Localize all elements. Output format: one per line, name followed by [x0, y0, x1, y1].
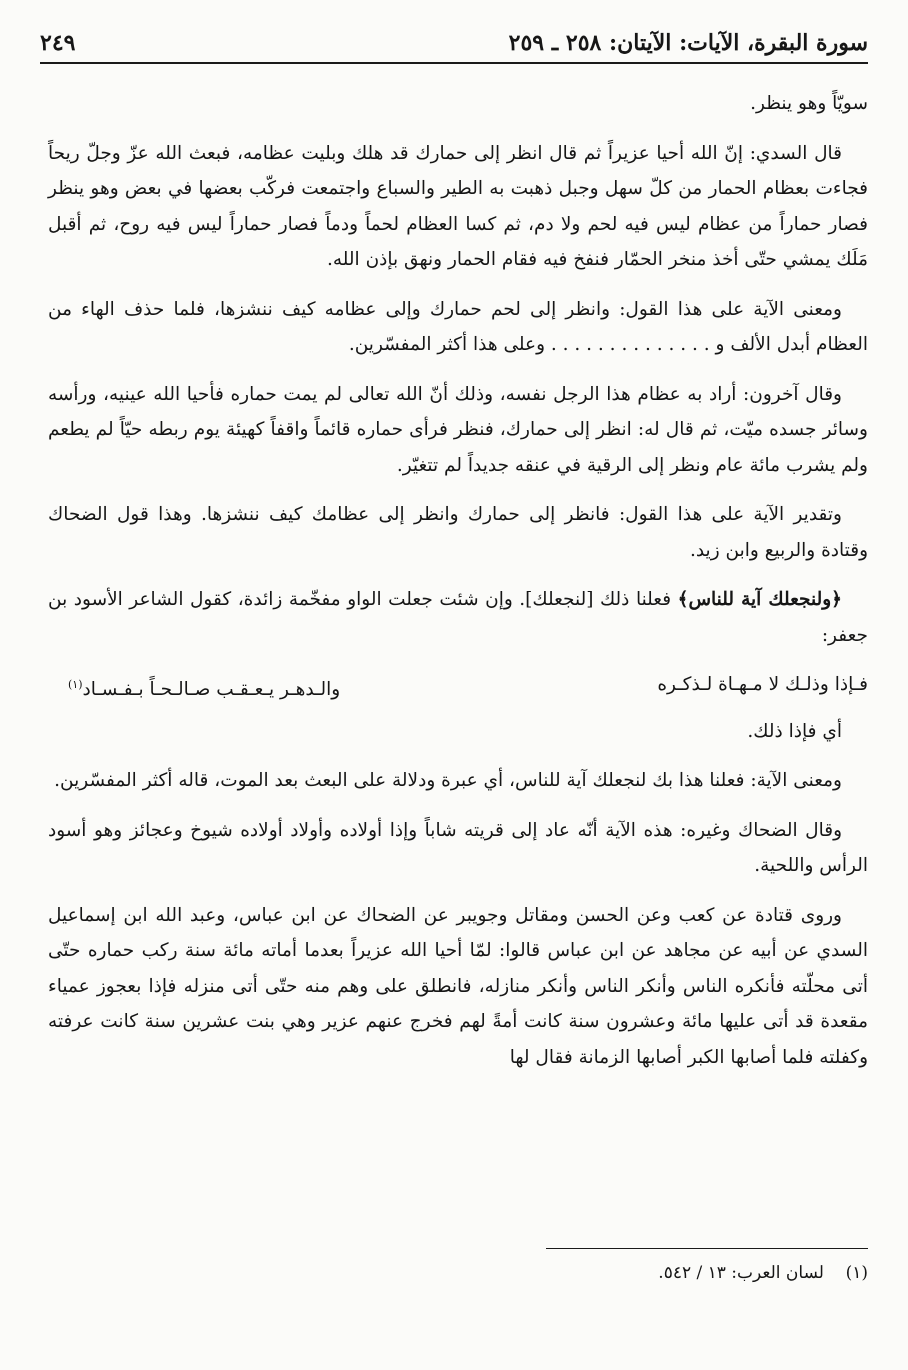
paragraph: وتقدير الآية على هذا القول: فانظر إلى حمارك وانظر إلى عظامك كيف ننشزها. وهذا قول الضحاك وقتادة والربيع وابن زيد. [48, 504, 868, 561]
paragraph: ومعنى الآية على هذا القول: وانظر إلى لحم حمارك وإلى عظامه كيف ننشزها، فلما حذف الهاء من العظام أبدل الألف و . . . . . . . . . . . . . . وعلى هذا أكثر المفسّرين. [48, 298, 868, 355]
paragraph: ومعنى الآية: فعلنا هذا بك لنجعلك آية للناس، أي عبرة ودلالة على البعث بعد الموت، قاله أكثر المفسّرين. [54, 770, 842, 792]
verse-first-hemistich: فـإذا وذلـك لا مـهـاة لـذكـره [657, 674, 868, 695]
paragraph: سويّاً وهو ينظر. [750, 93, 868, 114]
paragraph: وروى قتادة عن كعب وعن الحسن ومقاتل وجويبر عن الضحاك عن ابن عباس، وعبد الله ابن إسماعيل السدي عن أبيه عن مجاهد عن ابن عباس قالوا: لمّا أحيا الله عزيراً بعدما أماته مائة سنة ركب حماره حتّى أتى محلّته فأنكره الناس وأنكر الناس وأنكر منازله، فانطلق على وهم منه حتّى أتى منزله فإذا بعجوز عمياء مقعدة قد أتى عليها مائة وعشرون سنة كانت أمةً لهم فخرج عنهم عزير وهي بنت عشرين سنة كانت عرفته وكفلته فلما أصابها الكبر أصابها الزمانة فقال لها [48, 904, 868, 1068]
poetry-verse [48, 667, 868, 708]
paragraph-text: فعلنا ذلك [لنجعلك]. وإن شئت جعلت الواو مفخّمة زائدة، كقول الشاعر الأسود بن جعفر: [48, 589, 868, 646]
footnote [48, 1258, 868, 1288]
page-header [40, 20, 868, 64]
footnote-text: لسان العرب: ١٣ / ٥٤٢. [658, 1263, 824, 1283]
footnote-marker: (١) [68, 678, 83, 691]
paragraph: وقال الضحاك وغيره: هذه الآية أنّه عاد إلى قريته شاباً وإذا أولاده وأولاد أولاده شيوخ وعجائز وهو أسود الرأس واللحية. [48, 819, 868, 877]
footnote-divider [546, 1248, 868, 1249]
quran-citation: ﴿ولنجعلك آية للناس﴾ [677, 589, 842, 610]
paragraph: قال السدي: إنّ الله أحيا عزيراً ثم قال انظر إلى حمارك قد هلك وبليت عظامه، فبعث الله عزّ وجلّ ريحاً فجاءت بعظام الحمار من كلّ سهل وجبل ذهبت به الطير والسباع واجتمعت فركّب بعضها في بعض وهو ينظر فصار حماراً من عظام ليس فيه لحم ولا دم، ثم كسا العظام لحماً ودماً فصار حماراً ليس فيه روح، ثم أقبل مَلَك يمشي حتّى أخذ منخر الحمّار فنفخ فيه فقام الحمار ونهق بإذن الله. [48, 142, 868, 270]
footnote-number: (١) [845, 1263, 868, 1283]
running-head: سورة البقرة، الآيات: الآيتان: ٢٥٨ ـ ٢٥٩ [508, 30, 868, 56]
body-text [48, 86, 868, 1089]
page-number: ٢٤٩ [40, 30, 76, 56]
verse-second-hemistich: والـدهـر يـعـقـب صـالـحـاً بـفـسـاد$^{(١)}$ [68, 678, 341, 701]
paragraph: وقال آخرون: أراد به عظام هذا الرجل نفسه، وذلك أنّ الله تعالى لم يمت حماره فأحيا الله عينيه، ورأسه وسائر جسده ميّت، ثم قال له: انظر إلى حمارك، فنظر فرأى حماره قائماً واقفاً كهيئة يوم ربطه حيّاً لم يطعم ولم يشرب مائة عام ونظر إلى الرقية في عنقه جديداً لم تتغيّر. [48, 383, 868, 476]
quran-paragraph [48, 582, 868, 653]
paragraph: أي فإذا ذلك. [747, 720, 842, 742]
